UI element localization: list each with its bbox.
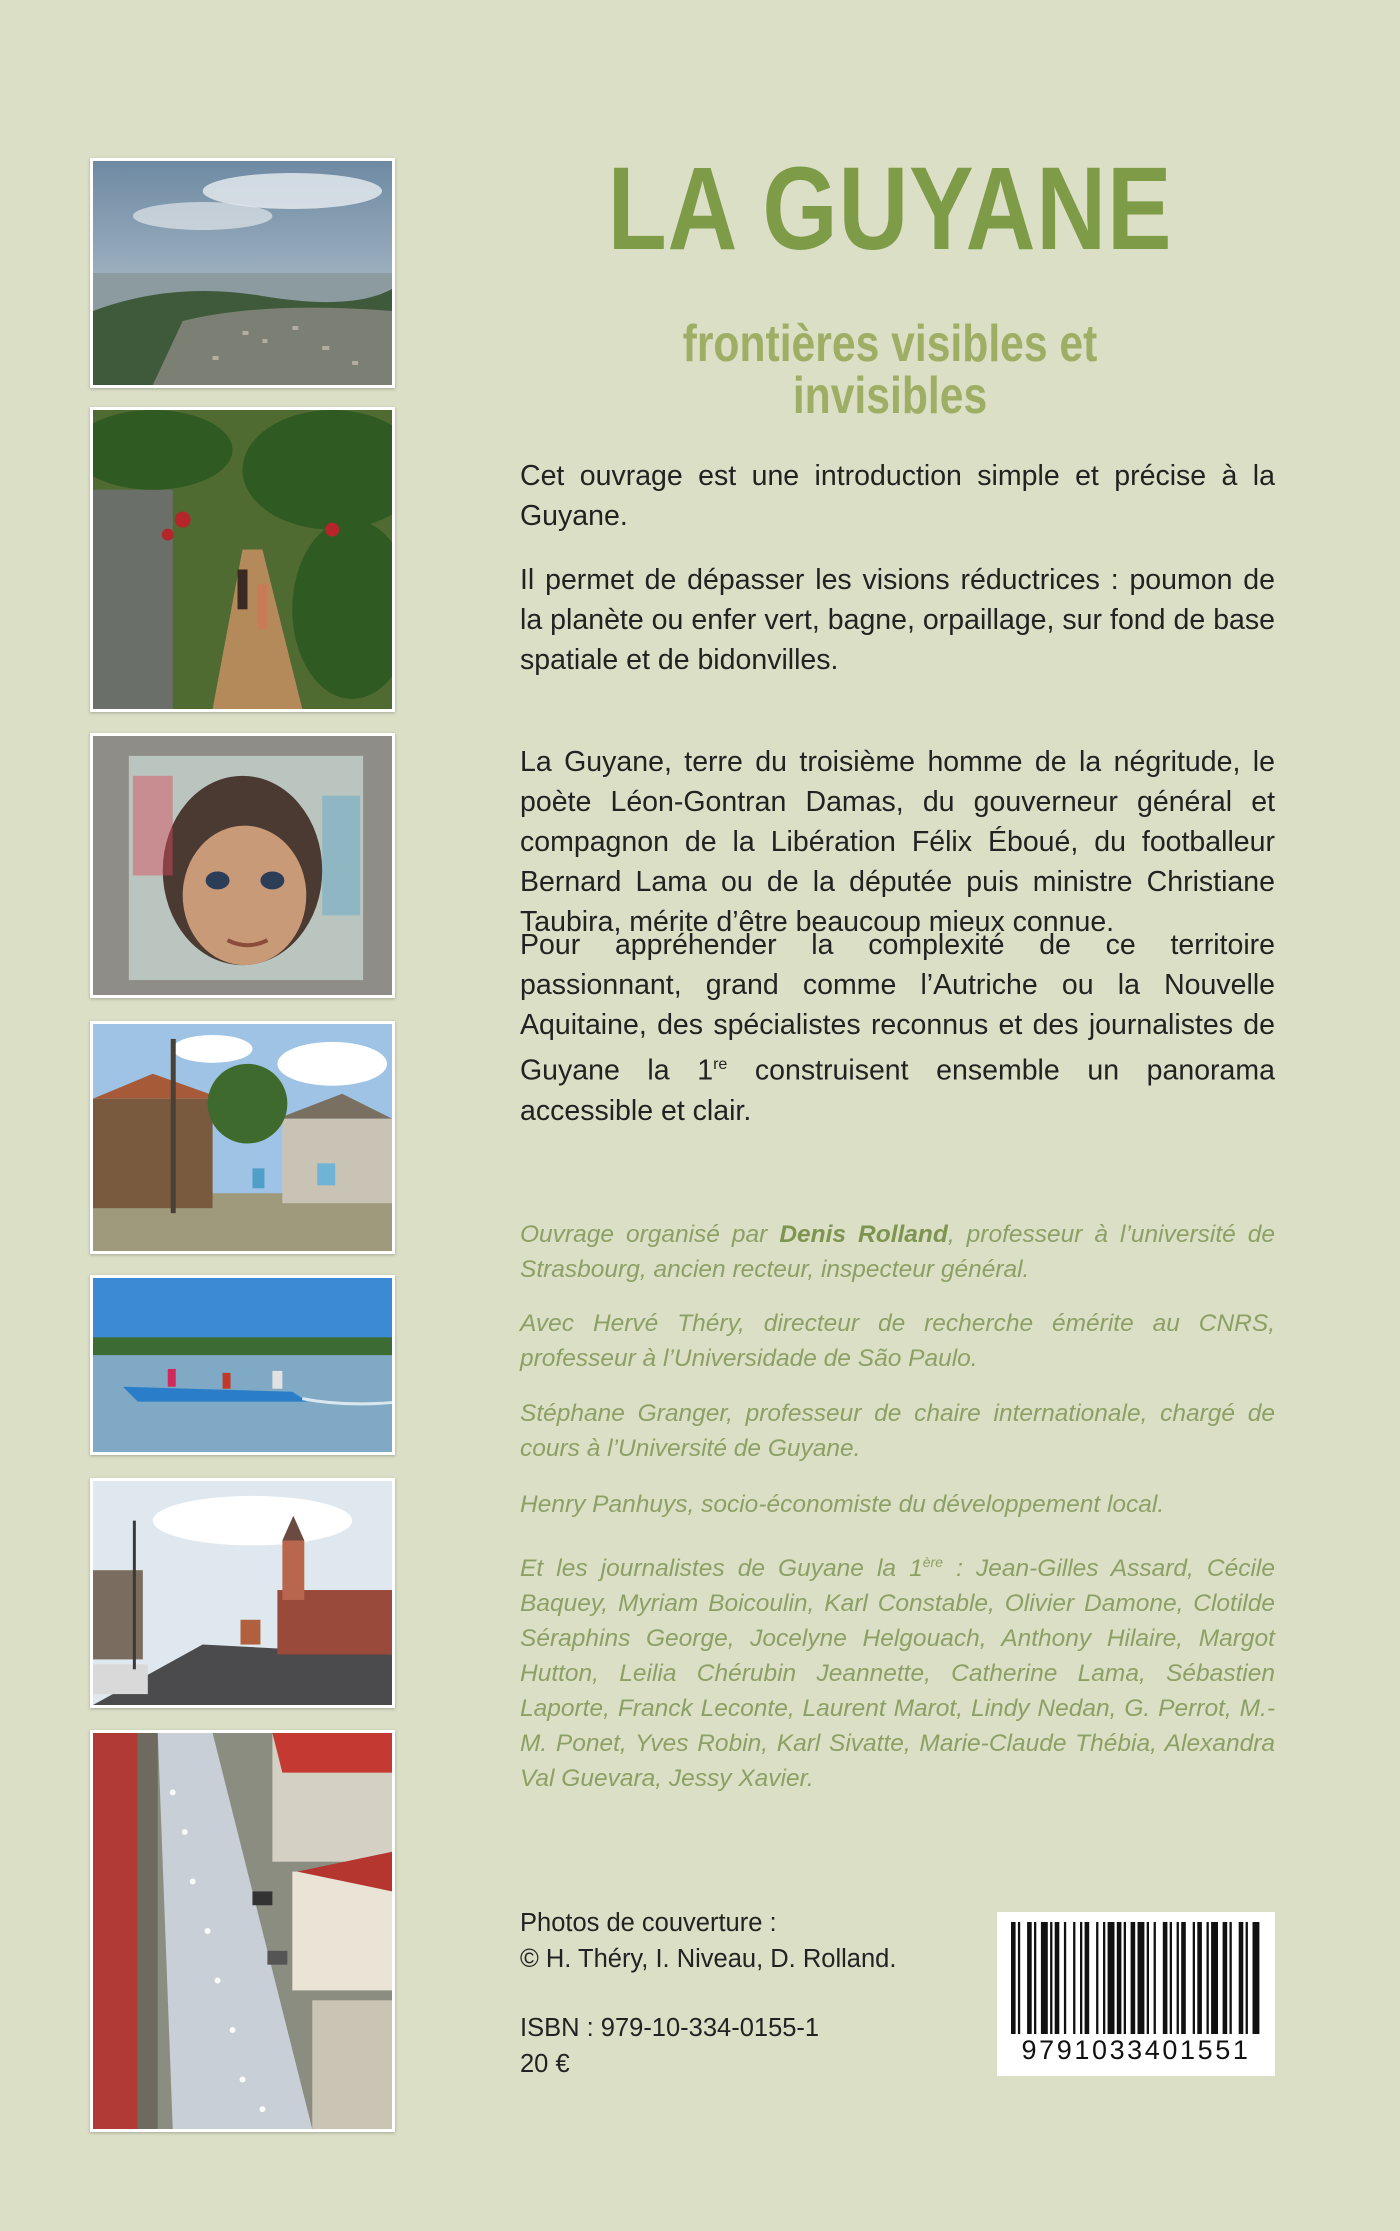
barcode-bar (1050, 1922, 1052, 2034)
barcode-bar (1041, 1922, 1048, 2034)
barcode-digits: 9791033401551 (1021, 2035, 1251, 2065)
aerial-view-photo (90, 158, 395, 388)
barcode-bar (1080, 1922, 1082, 2034)
barcode-bar (1011, 1922, 1016, 2034)
barcode-bar (1154, 1922, 1156, 2034)
book-subtitle: frontières visibles et invisibles (682, 315, 1098, 425)
barcode-bar (1177, 1922, 1179, 2034)
photos-label: Photos de couverture : (520, 1909, 777, 1937)
crowd-parade-photo (90, 1730, 395, 2132)
barcode-bar (1073, 1922, 1075, 2034)
barcode (997, 1912, 1275, 2076)
barcode-bar (1034, 1922, 1036, 2034)
credit-panhuys: Henry Panhuys, socio-économiste du développement local. (520, 1491, 1165, 1518)
barcode-bar (1223, 1922, 1228, 2034)
intro-paragraph-4-text: Pour appréhender la complexité de ce territoire passionnant, grand comme l’Autriche ou la Nouvelle Aquitaine, des spécialistes reconnus et des journalistes de Guyane la 1 (520, 929, 1275, 1087)
barcode-bar (1193, 1922, 1195, 2034)
barcode-bar (1147, 1922, 1149, 2034)
photos-credit: © H. Théry, I. Niveau, D. Rolland. (520, 1945, 897, 1973)
barcode-bar (1181, 1922, 1186, 2034)
barcode-bar (1103, 1922, 1105, 2034)
barcode-bar (1253, 1922, 1260, 2034)
barcode-bar (1211, 1922, 1218, 2034)
intro-paragraph-1: Cet ouvrage est une introduction simple et précise à la Guyane. (520, 460, 1275, 532)
barcode-bar (1131, 1922, 1136, 2034)
barcode-bar (1064, 1922, 1066, 2034)
credit-granger: Stéphane Granger, professeur de chaire internationale, chargé de cours à l’Université de Guyane. (520, 1400, 1275, 1462)
superscript-ere: ère (922, 1554, 943, 1570)
credit-organizer (520, 1217, 1275, 1287)
isbn: ISBN : 979-10-334-0155-1 (520, 2014, 820, 2042)
barcode-bar (1018, 1922, 1020, 2034)
barcode-bar (1138, 1922, 1145, 2034)
intro-paragraph-4 (520, 925, 1275, 1131)
barcode-bar (1096, 1922, 1098, 2034)
barcode-bar (1124, 1922, 1126, 2034)
barcode-bar (1117, 1922, 1122, 2034)
barcode-bars (1009, 1922, 1263, 2034)
barcode-bar (1246, 1922, 1248, 2034)
price: 20 € (520, 2050, 570, 2078)
barcode-bar (1239, 1922, 1244, 2034)
child-portrait-photo (90, 733, 395, 998)
barcode-bar (1163, 1922, 1168, 2034)
barcode-bar (1027, 1922, 1032, 2034)
houses-street-photo (90, 1021, 395, 1254)
credit-journalists-lead: Et les journalistes de Guyane la 1 (520, 1555, 923, 1583)
intro-paragraph-4-end: construisent ensemble un panorama accessible et clair. (520, 1054, 1275, 1127)
credit-thery: Avec Hervé Théry, directeur de recherche émérite au CNRS, professeur à l’Universidade de São Paulo. (520, 1310, 1275, 1372)
barcode-bar (1055, 1922, 1060, 2034)
book-title: LA GUYANE (607, 143, 1173, 275)
barcode-bar (1170, 1922, 1172, 2034)
intro-paragraph-2: Il permet de dépasser les visions réductrices : poumon de la planète ou enfer vert, bagne, orpaillage, sur fond de base spatiale et de bidonvilles. (520, 564, 1275, 676)
credit-organizer-role: , professeur à l’université de Strasbourg, ancien recteur, inspecteur général. (520, 1221, 1276, 1283)
superscript-re: re (713, 1056, 728, 1073)
credit-journalists (520, 1545, 1275, 1796)
credit-journalists-list: : Jean-Gilles Assard, Cécile Baquey, Myriam Boicoulin, Karl Constable, Olivier Damone, Clotilde Séraphins George, Jocelyne Helgouach, Anthony Hilaire, Margot Hutton, Leilia Chérubin Jeannette, Catherine Lama, Sébastien Laporte, Franck Leconte, Laurent Marot, Lindy Nedan, G. Perrot, M.-M. Ponet, Yves Robin, Karl Sivatte, Marie-Claude Thébia, Alexandra Val Guevara, Jessy Xavier. (520, 1555, 1275, 1793)
river-canoe-photo (90, 1275, 395, 1455)
barcode-bar (1207, 1922, 1209, 2034)
credit-organizer-name: Denis Rolland (779, 1221, 948, 1248)
village-path-photo (90, 407, 395, 712)
church-street-photo (90, 1478, 395, 1708)
barcode-bar (1108, 1922, 1115, 2034)
barcode-bar (1085, 1922, 1090, 2034)
credit-organizer-lead: Ouvrage organisé par (520, 1221, 780, 1248)
barcode-bar (1197, 1922, 1202, 2034)
intro-paragraph-3: La Guyane, terre du troisième homme de la négritude, le poète Léon-Gontran Damas, du gouverneur général et compagnon de la Libération Félix Éboué, du footballeur Bernard Lama ou de la députée puis ministre Christiane Taubira, mérite d’être beaucoup mieux connue. (520, 746, 1275, 938)
barcode-bar (1230, 1922, 1232, 2034)
